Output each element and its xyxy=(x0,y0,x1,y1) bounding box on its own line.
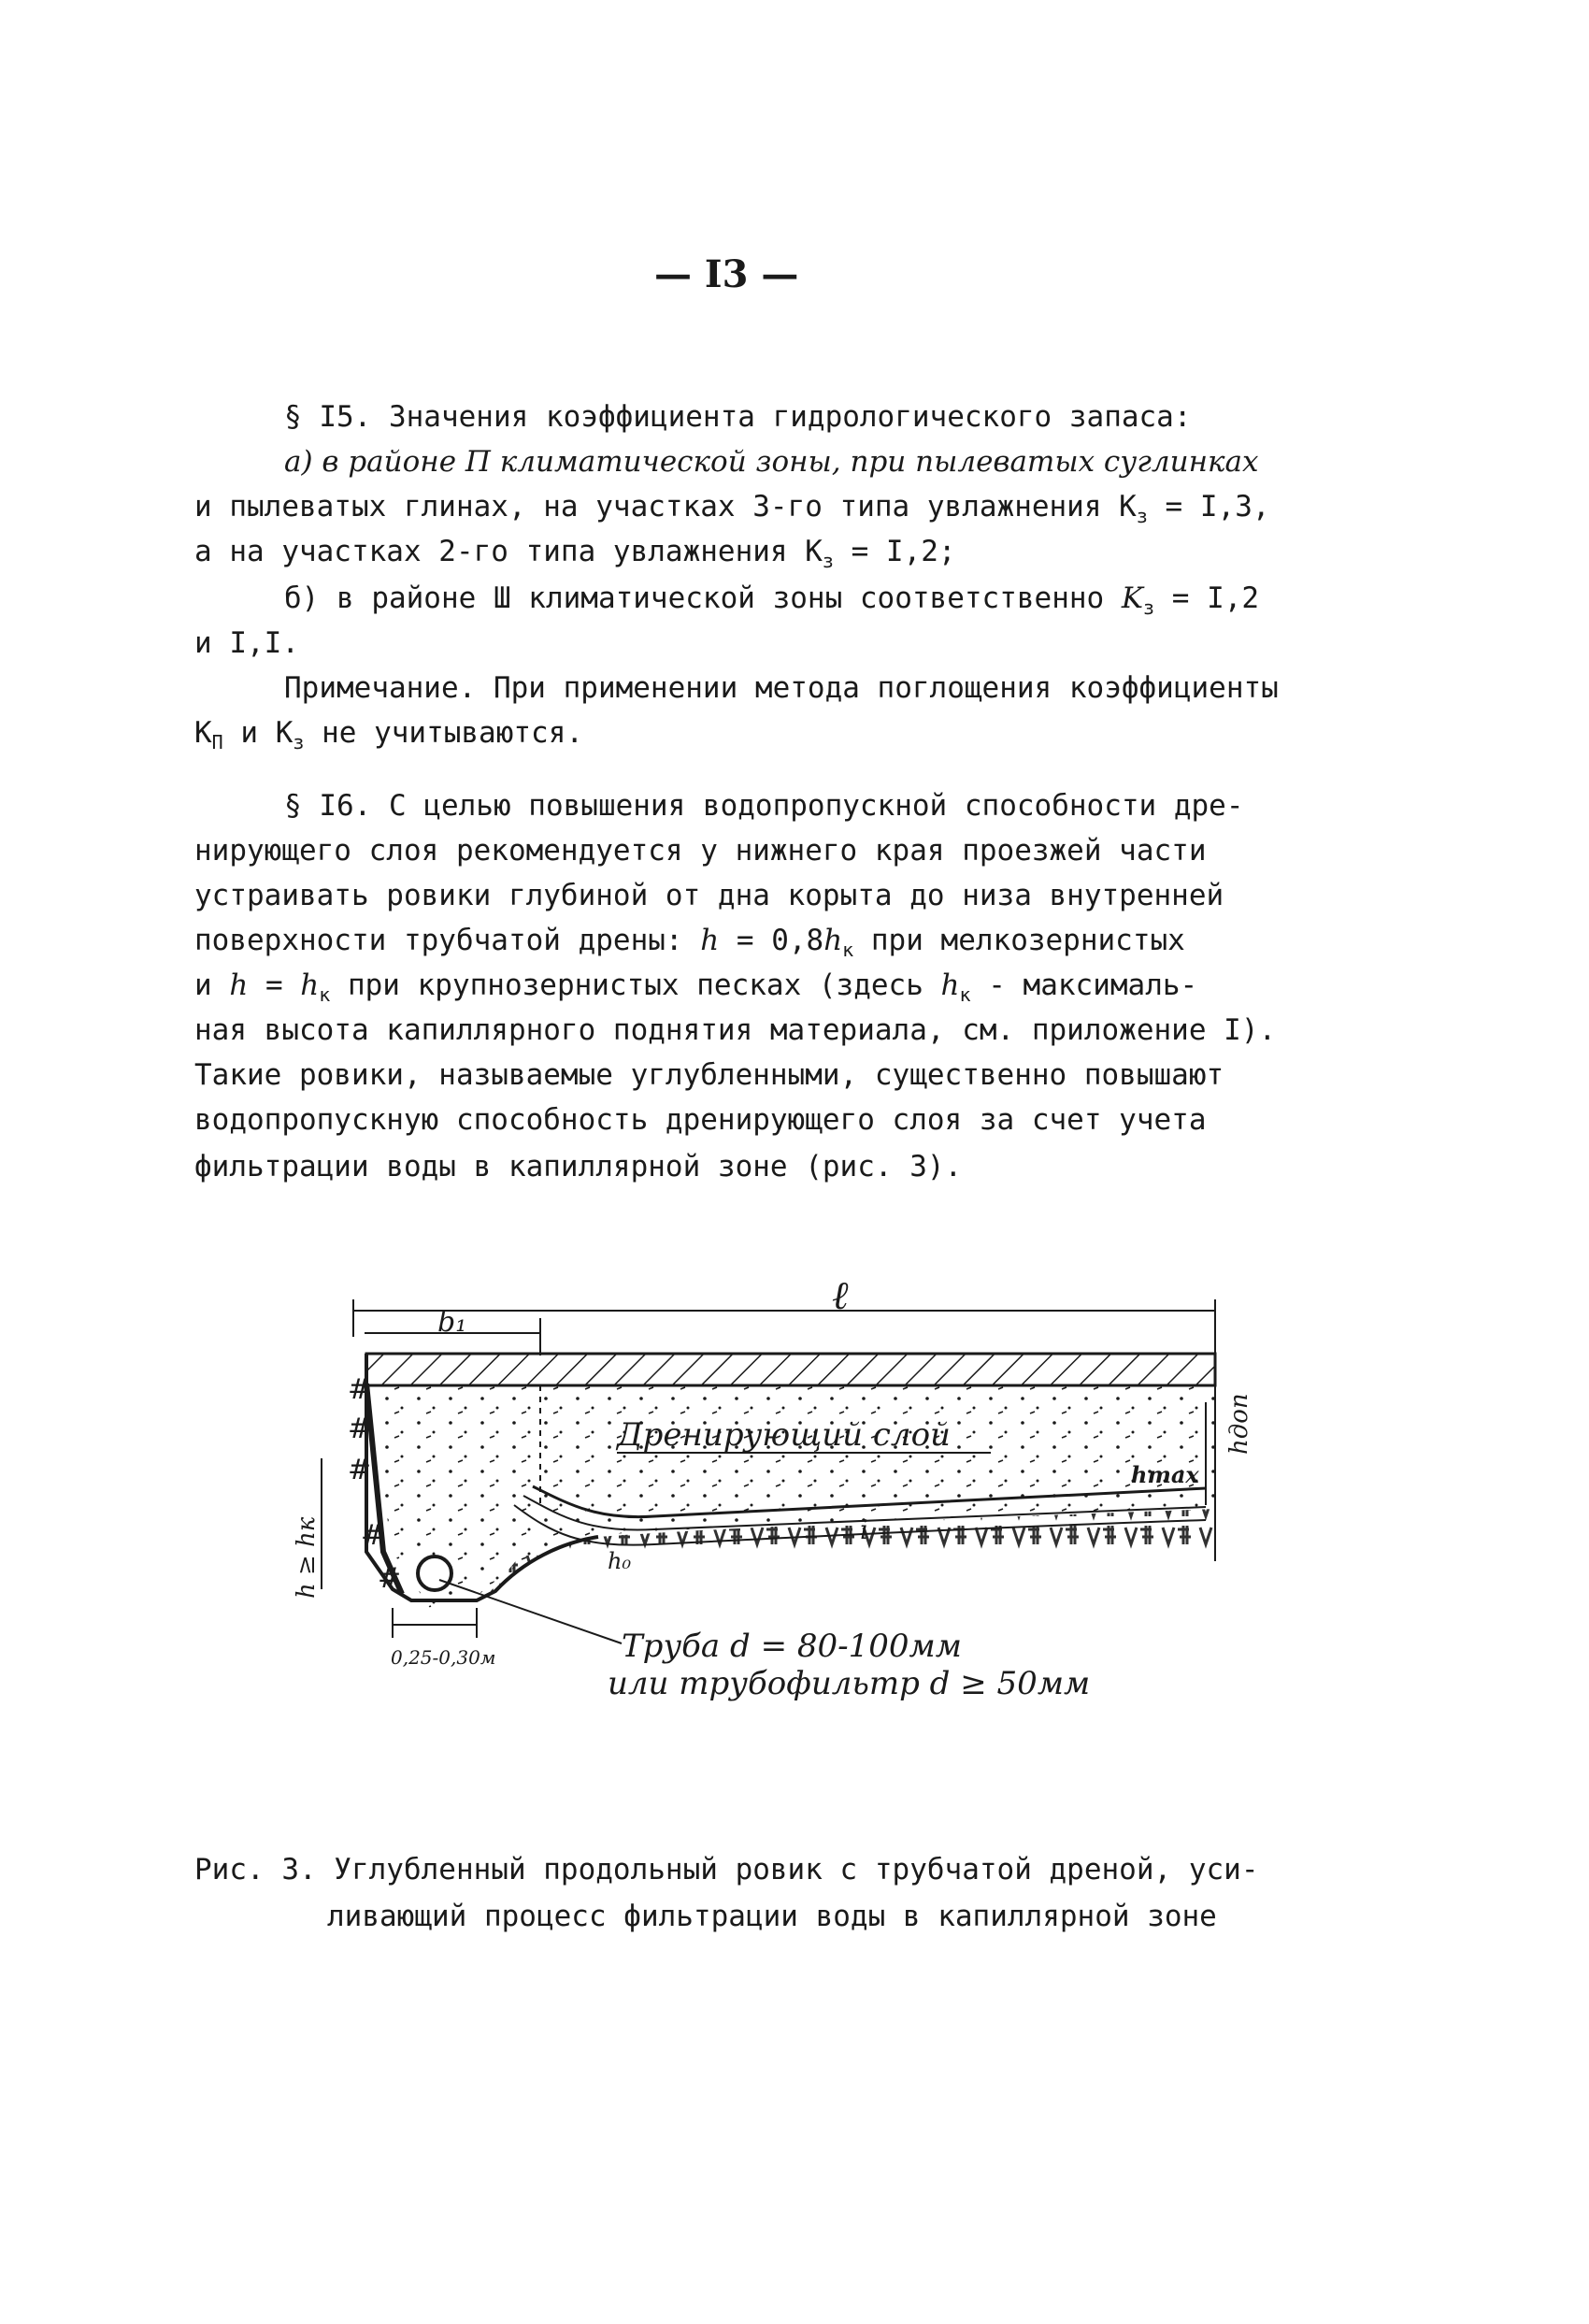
label-h0: h₀ xyxy=(608,1548,632,1574)
label-pipe-1: Труба d = 80-100мм xyxy=(622,1628,962,1665)
figure-caption-line2: ливающий процесс фильтрации воды в капиллярной зоне xyxy=(327,1900,1217,1933)
section-16-line9: фильтрации воды в капиллярной зоне (рис. 3). xyxy=(194,1150,963,1184)
section-15-item-a-line2: и пылеватых глинах, на участках 3-го типа увлажнения $К_з = I,3$, xyxy=(194,490,1270,528)
label-drainage-layer: Дренирующий слой xyxy=(617,1416,951,1454)
label-i: i xyxy=(860,1514,868,1545)
svg-text:#: # xyxy=(348,1413,372,1445)
svg-text:#: # xyxy=(348,1454,372,1486)
label-pipe-2: или трубофильтр d ≥ 50мм xyxy=(608,1665,1091,1702)
section-15-item-b-line2: и I,I. xyxy=(194,626,299,660)
svg-text:#: # xyxy=(348,1373,372,1406)
dimension-b1 xyxy=(365,1306,540,1356)
section-16-line2: нирующего слоя рекомендуется у нижнего края проезжей части xyxy=(194,834,1207,868)
section-15-item-a-line1: а) в районе П климатической зоны, при пылеватых суглинках xyxy=(284,445,1259,479)
label-hdop: hдоп xyxy=(1225,1393,1253,1455)
drain-pipe xyxy=(418,1557,451,1590)
section-15-title: § I5. Значения коэффициента гидрологического запаса: xyxy=(284,400,1192,434)
section-16-line6: ная высота капиллярного поднятия материала, см. приложение I). xyxy=(194,1013,1277,1047)
section-16-line5: и $h = h_к$ при крупнозернистых песках (здесь $h_к$ - максималь- xyxy=(194,968,1198,1007)
page-number: — I3 — xyxy=(654,252,799,296)
figure-caption-line1: Рис. 3. Углубленный продольный ровик с трубчатой дреной, уси- xyxy=(194,1853,1259,1886)
svg-text:#: # xyxy=(361,1519,385,1552)
label-l: ℓ xyxy=(832,1272,849,1318)
label-width: 0,25-0,30м xyxy=(391,1646,496,1669)
section-15-note-line1: Примечание. При применении метода поглощения коэффициенты xyxy=(284,671,1279,705)
section-16-line1: § I6. С целью повышения водопропускной способности дре- xyxy=(284,789,1244,823)
section-16-line8: водопропускную способность дренирующего слоя за счет учета xyxy=(194,1103,1207,1137)
svg-text:#: # xyxy=(378,1562,402,1595)
section-15-item-b-line1: б) в районе Ш климатической зоны соответственно $K_з = I,2$ xyxy=(284,581,1260,620)
label-b1: b₁ xyxy=(437,1306,467,1339)
label-hmax: hmax xyxy=(1131,1461,1199,1488)
label-hk: h ≥ hк xyxy=(293,1516,321,1599)
section-16-line7: Такие ровики, называемые углубленными, существенно повышают xyxy=(194,1058,1224,1092)
figure-3-trench-diagram xyxy=(0,1271,1589,1739)
section-16-line3: устраивать ровики глубиной от дна корыта до низа внутренней xyxy=(194,879,1224,912)
pavement-layer xyxy=(366,1354,1215,1385)
section-16-line4: поверхности трубчатой дрены: $h = 0,8h_к$ при мелкозернистых xyxy=(194,924,1185,962)
section-15-item-a-line3: а на участках 2-го типа увлажнения $К_з = I,2$; xyxy=(194,535,956,573)
section-15-note-line2: $К_П$ и $К_з$ не учитываются. xyxy=(194,716,584,754)
